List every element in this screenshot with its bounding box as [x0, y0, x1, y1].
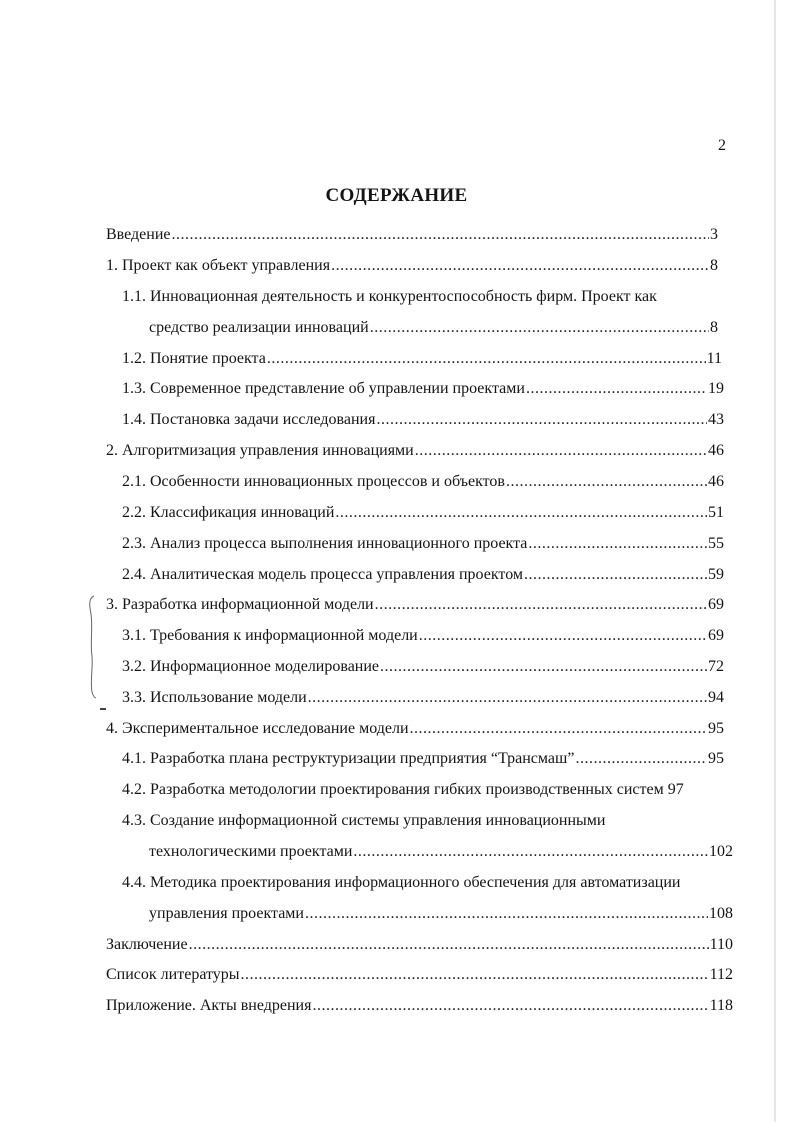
toc-entry-label: 2.2. Классификация инноваций: [122, 504, 335, 521]
toc-entry[interactable]: [149, 842, 733, 862]
toc-entry-page: 46: [708, 442, 724, 459]
toc-entry[interactable]: [122, 503, 724, 523]
toc-entry-label: Приложение. Акты внедрения: [106, 997, 312, 1014]
toc-entry-page: 118: [709, 997, 733, 1014]
toc-entry-page: 69: [708, 596, 724, 613]
toc-entry-label: 2.1. Особенности инновационных процессов и объектов: [122, 473, 505, 490]
toc-entry-label: Список литературы: [106, 966, 240, 983]
dot-leader: [241, 965, 709, 985]
toc-entry[interactable]: [106, 595, 724, 615]
toc-entry-label: 3. Разработка информационной модели: [106, 596, 374, 613]
toc-entry-page: 59: [708, 566, 724, 583]
toc-entry[interactable]: [122, 780, 684, 800]
toc-entry[interactable]: [122, 749, 724, 769]
toc-entry-page: 108: [709, 905, 733, 922]
toc-entry[interactable]: [122, 379, 724, 399]
toc-entry-label-line1[interactable]: 4.3. Создание информационной системы управления инновационными: [122, 812, 606, 829]
toc-entry-page: 69: [708, 627, 724, 644]
dot-leader: [189, 935, 709, 955]
toc-entry-page: 72: [708, 658, 724, 675]
toc-entry-page: 95: [708, 720, 724, 737]
toc-entry-page: 97: [667, 781, 684, 798]
toc-entry[interactable]: [106, 225, 718, 245]
toc-entry-page: 8: [710, 319, 718, 336]
dot-leader: [370, 318, 709, 338]
toc-entry[interactable]: [122, 472, 724, 492]
toc-title: СОДЕРЖАНИЕ: [325, 185, 468, 206]
toc-entry-page: 95: [708, 750, 724, 767]
toc-entry[interactable]: [149, 904, 733, 924]
toc-entry-label: 4. Экспериментальное исследование модели: [106, 720, 409, 737]
toc-entry-page: 3: [710, 226, 718, 243]
toc-entry-label: Введение: [106, 226, 171, 243]
toc-entry-page: 19: [708, 380, 724, 397]
toc-entry[interactable]: [149, 318, 718, 338]
toc-entry-label: средство реализации инноваций: [149, 319, 369, 336]
dot-leader: [376, 410, 707, 430]
toc-entry-label: 1.4. Постановка задачи исследования: [122, 411, 376, 428]
toc-entry[interactable]: [122, 626, 724, 646]
toc-entry-page: 43: [708, 411, 724, 428]
toc-entry[interactable]: [122, 688, 724, 708]
dot-leader: [506, 472, 707, 492]
toc-entry-label: 2.3. Анализ процесса выполнения инновационного проекта: [122, 535, 528, 552]
toc-entry[interactable]: [122, 657, 724, 677]
dot-leader: [410, 719, 707, 739]
toc-entry-label: 3.1. Требования к информационной модели: [122, 627, 418, 644]
toc-entry-label: технологическими проектами: [149, 843, 353, 860]
toc-entry[interactable]: [106, 965, 733, 985]
toc-entry-page: 102: [709, 843, 733, 860]
dot-leader: [524, 565, 707, 585]
toc-entry-page: 55: [708, 535, 724, 552]
dot-leader: [526, 379, 707, 399]
dot-leader: [335, 503, 707, 523]
toc-entry[interactable]: [106, 441, 724, 461]
dot-leader: [308, 688, 707, 708]
dot-leader: [267, 349, 706, 369]
toc-entry-page: 112: [709, 966, 733, 983]
toc-entry-label: 2. Алгоритмизация управления инновациями: [106, 442, 414, 459]
toc-entry[interactable]: [106, 719, 724, 739]
dot-leader: [305, 904, 708, 924]
toc-entry[interactable]: [106, 996, 733, 1016]
dot-leader: [331, 256, 709, 276]
dot-leader: [575, 749, 707, 769]
dot-leader: [528, 534, 707, 554]
toc-entry[interactable]: [122, 349, 722, 369]
toc-entry-label-line1[interactable]: 4.4. Методика проектирования информационного обеспечения для автоматизации: [122, 874, 681, 891]
toc-entry[interactable]: [122, 565, 724, 585]
toc-entry-label: 2.4. Аналитическая модель процесса управления проектом: [122, 566, 524, 583]
dot-leader: [353, 842, 708, 862]
toc-entry-label: 3.3. Использование модели: [122, 689, 307, 706]
dot-leader: [312, 996, 708, 1016]
toc-entry[interactable]: [122, 410, 724, 430]
dot-leader: [380, 657, 707, 677]
page-number: 2: [718, 137, 726, 154]
toc-entry-page: 11: [706, 350, 722, 367]
toc-entry-label-line1[interactable]: 1.1. Инновационная деятельность и конкурентоспособность фирм. Проект как: [122, 288, 657, 305]
toc-entry-page: 51: [708, 504, 724, 521]
toc-entry-page: 8: [710, 257, 718, 274]
toc-entry-label: 1.2. Понятие проекта: [122, 350, 266, 367]
dot-leader: [375, 595, 707, 615]
toc-entry-label: управления проектами: [149, 905, 304, 922]
toc-entry-label: 4.2. Разработка методологии проектирования гибких производственных систем: [122, 781, 664, 798]
toc-entry[interactable]: [122, 534, 724, 554]
toc-entry[interactable]: [106, 935, 733, 955]
toc-entry-label: 1. Проект как объект управления: [106, 257, 331, 274]
toc-entry-page: 110: [709, 936, 733, 953]
toc-entry-page: 94: [708, 689, 724, 706]
toc-entry-label: 4.1. Разработка плана реструктуризации предприятия “Трансмаш”: [122, 750, 575, 767]
toc-entry-label: Заключение: [106, 936, 188, 953]
dot-leader: [415, 441, 707, 461]
toc-entry[interactable]: [106, 256, 718, 276]
dot-leader: [172, 225, 710, 245]
dot-leader: [419, 626, 707, 646]
toc-entry-label: 3.2. Информационное моделирование: [122, 658, 380, 675]
toc-entry-label: 1.3. Современное представление об управлении проектами: [122, 380, 525, 397]
toc-entry-page: 46: [708, 473, 724, 490]
